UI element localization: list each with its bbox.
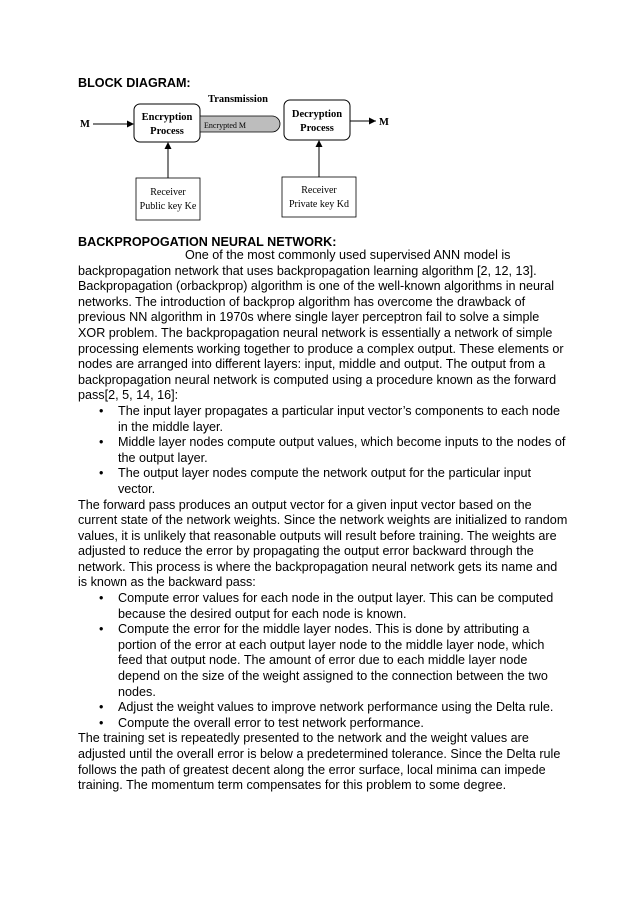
- encrypted-m-label: Encrypted M: [204, 121, 246, 130]
- paragraph-2: The forward pass produces an output vector for a given input vector based on the current state of the network weights. Since the network weights are initialized to random values, it is unlikely that reasonable outputs will result before training. The weights are adjusted to reduce the error by propagating the output error backward through the network. This process is where the backpropagation neural network gets its name and is known as the backward pass:: [78, 497, 568, 590]
- receiver-private-box: [282, 177, 356, 217]
- transmission-label: Transmission: [208, 94, 268, 105]
- body-text: [78, 248, 568, 794]
- decryption-label-1: Decryption: [291, 109, 343, 120]
- paragraph-3: The training set is repeatedly presented to the network and the weight values are adjusted until the overall error is below a predetermined tolerance. Since the Delta rule follows the path of greatest decent along the error surface, local minima can impede training. The momentum term compensates for this problem to some degree.: [78, 731, 561, 793]
- list-item: • Middle layer nodes compute output values, which become inputs to the nodes of the output layer.: [78, 435, 568, 466]
- decryption-label-2: Process: [300, 123, 334, 134]
- list-item: • Compute the overall error to test network performance.: [78, 716, 568, 732]
- backprop-heading: BACKPROPOGATION NEURAL NETWORK:: [78, 235, 337, 249]
- receiver-private-arrowhead: [316, 140, 323, 147]
- receiver-private-label-2: Private key Kd: [289, 199, 349, 210]
- list-item: • The input layer propagates a particular input vector’s components to each node in the middle layer.: [78, 404, 568, 435]
- list-item: • Compute error values for each node in the output layer. This can be computed because the desired output for each node is known.: [78, 591, 568, 622]
- list-item: • Compute the error for the middle layer nodes. This is done by attributing a portion of the error at each output layer node to the middle layer node, which feed that output node. The amount of error due to each middle layer node depend on the size of the weight assigned to the connection between the two nodes.: [78, 622, 568, 700]
- decryption-box: [284, 100, 350, 140]
- encryption-label-1: Encryption: [141, 112, 193, 123]
- paragraph-1-first-line: One of the most commonly used supervised ANN model is: [185, 248, 511, 262]
- list-item: • The output layer nodes compute the network output for the particular input vector.: [78, 466, 568, 497]
- paragraph-1: backpropagation network that uses backpropagation learning algorithm [2, 12, 13]. Backpropagation (orbackprop) algorithm is one of the well-known algorithms in neural networks. The introduction of backprop algorithm has overcome the drawback of previous NN algorithm in 1970s where single layer perceptron fail to solve a simple XOR problem. The backpropagation neural network is essentially a network of simple processing elements working together to produce a complex output. These elements or nodes are arranged into different layers: input, middle and output. The output from a backpropagation neural network is computed using a procedure known as the forward pass[2, 5, 14, 16]:: [78, 263, 564, 403]
- receiver-public-label-1: Receiver: [150, 187, 186, 198]
- input-m-label: M: [80, 119, 90, 130]
- output-arrowhead: [369, 118, 376, 125]
- block-diagram: [76, 88, 389, 223]
- block-diagram-heading: BLOCK DIAGRAM:: [78, 76, 191, 90]
- list-item: • Adjust the weight values to improve network performance using the Delta rule.: [78, 700, 568, 716]
- output-m-label: M: [379, 117, 389, 128]
- input-arrowhead: [127, 121, 134, 128]
- forward-pass-list: [78, 404, 568, 498]
- receiver-public-label-2: Public key Ke: [139, 201, 197, 212]
- receiver-public-box: [136, 178, 200, 220]
- backward-pass-list: [78, 591, 568, 731]
- encryption-label-2: Process: [150, 126, 184, 137]
- receiver-public-arrowhead: [165, 142, 172, 149]
- receiver-private-label-1: Receiver: [301, 185, 337, 196]
